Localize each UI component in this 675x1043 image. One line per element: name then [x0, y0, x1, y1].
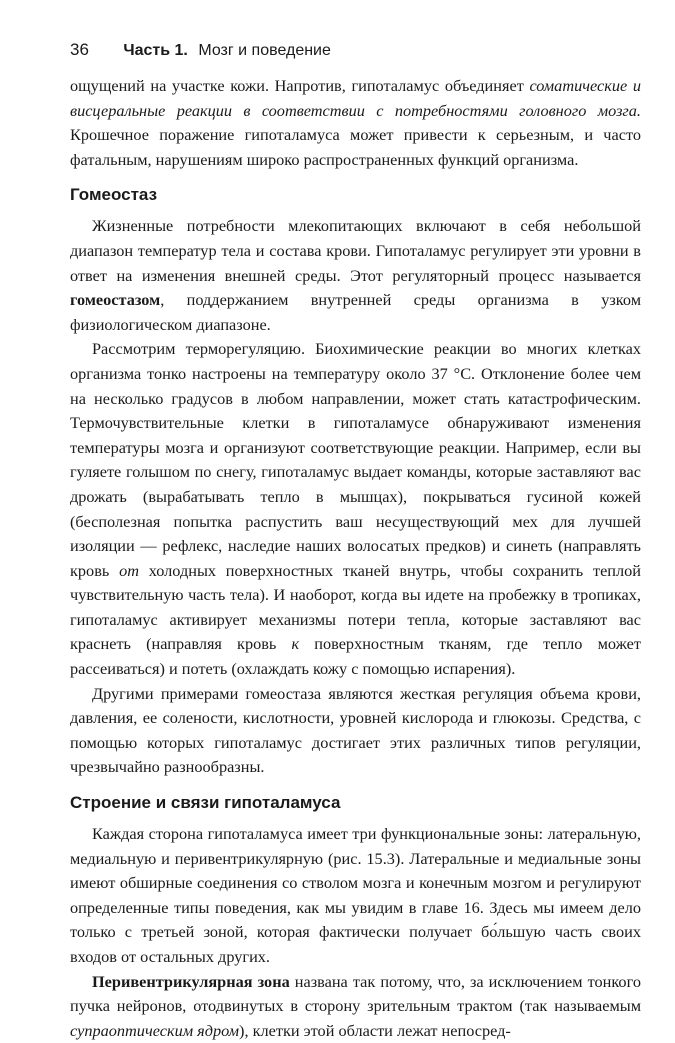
- text-run: Другими примерами гомеостаза являются жесткая регуляция объема крови, давления, ее солености, кислотности, уровней кислорода и глюкозы. Средства, с помощью которых гипоталамус достигает этих различных типов регуляции, чрезвычайно разнообразны.: [70, 683, 641, 777]
- text-run: , поддержанием внутренней среды организма в узком физиологическом диапазоне.: [70, 290, 641, 334]
- paragraph-continued: [70, 74, 641, 172]
- text-run: названа так потому, что, за исключением тонкого пучка нейронов, отодвинутых в сторону зрительным трактом (так называемым: [70, 971, 641, 1016]
- heading-hypothalamus-structure: Строение и связи гипоталамуса: [70, 793, 341, 813]
- text-run: ощущений на участке кожи. Напротив, гипоталамус объединяет: [70, 76, 530, 95]
- text-run: Жизненные потребности млекопитающих включают в себя небольшой диапазон температур тела и состава крови. Гипоталамус регулирует эти уровни в ответ на изменения внешней среды. Этот регуляторный процесс называется: [70, 216, 641, 285]
- text-run: Крошечное поражение гипоталамуса может привести к серьезным, и часто фатальным, нарушениям широко распространенных функций организма.: [70, 125, 641, 169]
- paragraph-homeostasis-1: [70, 214, 641, 337]
- paragraph-homeostasis-2: [70, 337, 641, 681]
- text-run: холодных поверхностных тканей внутрь, чтобы сохранить теплой чувствительную часть тела). И наоборот, когда вы идете на пробежку в тропиках, гипоталамус активирует механизмы потери тепла, которые заставляют вас краснеть (направляя кровь: [70, 560, 641, 654]
- page-body: [70, 74, 641, 1043]
- italic-run: от: [119, 560, 139, 580]
- part-label: Часть 1.: [123, 42, 188, 59]
- part-title: Мозг и поведение: [198, 42, 331, 59]
- paragraph-structure-1: [70, 822, 641, 970]
- text-run: поверхностным тканям, где тепло может рассеиваться) и потеть (охлаждать кожу с помощью испарения).: [70, 634, 641, 679]
- paragraph-homeostasis-3: [70, 682, 641, 780]
- heading-homeostasis: Гомеостаз: [70, 185, 158, 205]
- text-run: Рассмотрим терморегуляцию. Биохимические реакции во многих клетках организма тонко настроены на температуру около 37 °С. Отклонение более чем на несколько градусов в любом направлении, может стать катастрофическим. Термочувствительные клетки в гипоталамусе обнаруживают изменения температуры мозга и организуют соответствующие реакции. Например, если вы гуляете голышом по снегу, гипоталамус выдает команды, которые заставляют вас дрожать (вырабатывать тепло в мышцах), покрываться гусиной кожей (бесполезная попытка распустить ваш несуществующий мех для лучшей изоляции — рефлекс, наследие наших волосатых предков) и синеть (направлять кровь: [70, 339, 641, 580]
- bold-term: Перивентрикулярная зона: [92, 971, 290, 991]
- text-run: Каждая сторона гипоталамуса имеет три функциональные зоны: латеральную, медиальную и перивентрикулярную (рис. 15.3). Латеральные и медиальные зоны имеют обширные соединения со стволом мозга и конечным мозгом и регулируют определенные типы поведения, как мы увидим в главе 16. Здесь мы имеем дело только с третьей зоной, которая фактически получает бо́льшую часть своих входов от остальных других.: [70, 824, 641, 966]
- page-number: 36: [70, 40, 89, 59]
- italic-run: супраоптическим ядром: [70, 1020, 240, 1040]
- running-header: [70, 40, 641, 62]
- italic-run: к: [291, 634, 300, 654]
- italic-run: соматические и висцеральные реакции в соответствии с потребностями головного мозга.: [70, 76, 641, 120]
- paragraph-structure-2: [70, 970, 641, 1043]
- text-run: ), клетки этой области лежат непосред-: [239, 1020, 511, 1040]
- bold-term: гомеостазом: [70, 290, 161, 310]
